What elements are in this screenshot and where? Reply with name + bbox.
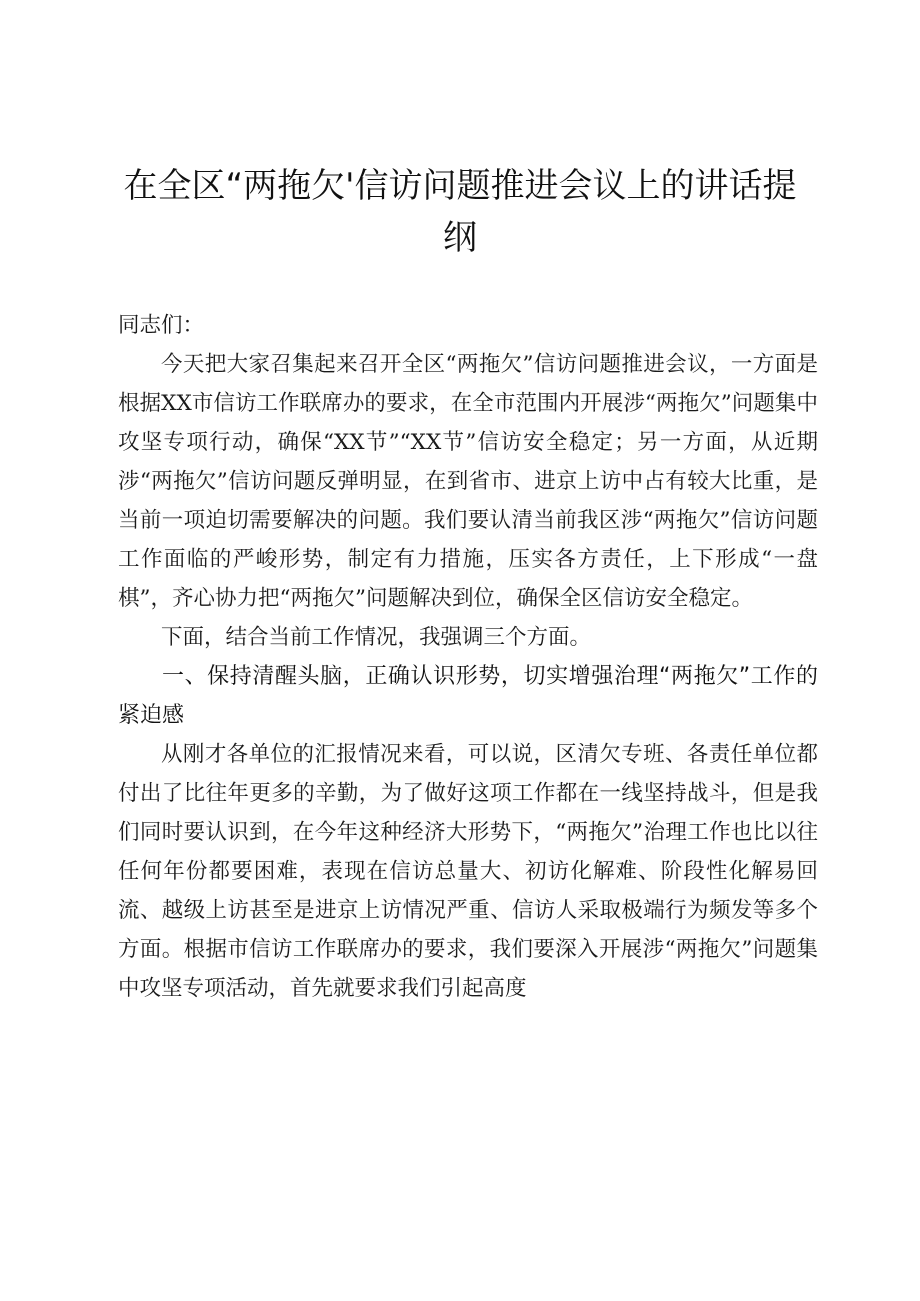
salutation: 同志们： bbox=[118, 313, 205, 338]
body-paragraph-outline: 下面，结合当前工作情况，我强调三个方面。 bbox=[161, 625, 592, 650]
document-body bbox=[118, 306, 818, 1008]
body-paragraph-section-1: 从刚才各单位的汇报情况来看，可以说，区清欠专班、各责任单位都付出了比往年更多的辛勤，为了做好这项工作都在一线坚持战斗，但是我们同时要认识到，在今年这种经济大形势下，“两拖欠”治理工作也比以往任何年份都要困难，表现在信访总量大、初访化解难、阶段性化解易回流、越级上访甚至是进京上访情况严重、信访人采取极端行为频发等多个方面。根据市信访工作联席办的要求，我们要深入开展涉“两拖欠”问题集中攻坚专项活动，首先就要求我们引起高度 bbox=[118, 742, 818, 1001]
section-heading: 一、保持清醒头脑，正确认识形势，切实增强治理“两拖欠”工作的紧迫感 bbox=[118, 664, 818, 728]
body-paragraph-intro: 今天把大家召集起来召开全区“两拖欠”信访问题推进会议，一方面是根据XX市信访工作联席办的要求，在全市范围内开展涉“两拖欠”问题集中攻坚专项行动，确保“XX节”“XX节”信访安全稳定；另一方面，从近期涉“两拖欠”信访问题反弹明显，在到省市、进京上访中占有较大比重，是当前一项迫切需要解决的问题。我们要认清当前我区涉“两拖欠”信访问题工作面临的严峻形势，制定有力措施，压实各方责任，上下形成“一盘棋”，齐心协力把“两拖欠”问题解决到位，确保全区信访安全稳定。 bbox=[118, 352, 818, 611]
document-title: 在全区“两拖欠'信访问题推进会议上的讲话提纲 bbox=[123, 166, 797, 258]
